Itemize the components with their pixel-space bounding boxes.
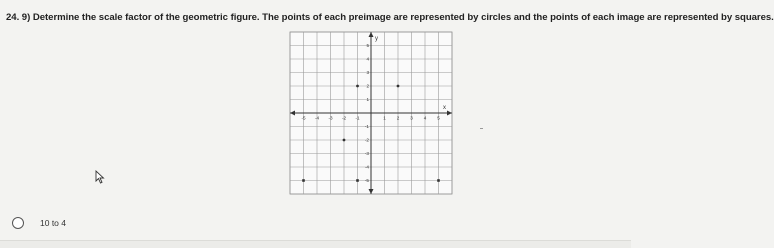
image-point bbox=[356, 179, 359, 182]
page-footer-rule bbox=[0, 240, 631, 248]
y-axis-label: y bbox=[375, 36, 378, 42]
image-point bbox=[302, 179, 305, 182]
y-tick-label: 4 bbox=[366, 56, 369, 62]
stray-mark bbox=[480, 128, 483, 129]
x-tick-label: 4 bbox=[423, 115, 427, 121]
answer-radio[interactable] bbox=[12, 217, 24, 229]
x-tick-label: -1 bbox=[355, 115, 360, 121]
x-tick-label: -3 bbox=[328, 115, 333, 121]
y-tick-label: -5 bbox=[364, 178, 369, 184]
question-prompt: 24. 9) Determine the scale factor of the geometric figure. The points of each preimage are represented by circles and the points of each image are represented by squares. bbox=[6, 12, 774, 23]
answer-choice[interactable] bbox=[12, 217, 66, 229]
y-tick-label: -1 bbox=[364, 124, 369, 130]
y-tick-label: 2 bbox=[366, 83, 369, 89]
x-tick-label: 2 bbox=[396, 115, 400, 121]
x-tick-label: -5 bbox=[301, 115, 306, 121]
x-tick-label: -2 bbox=[341, 115, 347, 121]
x-tick-label: -4 bbox=[314, 115, 320, 121]
answer-choice-label: 10 to 4 bbox=[40, 218, 66, 228]
x-tick-label: 1 bbox=[383, 115, 386, 121]
y-tick-label: -2 bbox=[364, 137, 369, 143]
coordinate-plane bbox=[290, 32, 452, 194]
image-point bbox=[437, 179, 440, 182]
x-tick-label: 5 bbox=[437, 115, 440, 121]
coordinate-graph bbox=[290, 32, 452, 194]
x-tick-label: 3 bbox=[410, 115, 413, 121]
preimage-point bbox=[397, 85, 400, 88]
preimage-point bbox=[356, 85, 359, 88]
y-tick-label: 5 bbox=[366, 43, 369, 49]
mouse-pointer-icon bbox=[95, 170, 105, 189]
y-tick-label: 1 bbox=[366, 97, 369, 103]
y-tick-label: -4 bbox=[364, 164, 369, 170]
x-axis-label: x bbox=[443, 105, 446, 111]
y-tick-label: -3 bbox=[364, 151, 369, 157]
y-tick-label: 3 bbox=[366, 70, 369, 76]
preimage-point bbox=[343, 139, 346, 142]
